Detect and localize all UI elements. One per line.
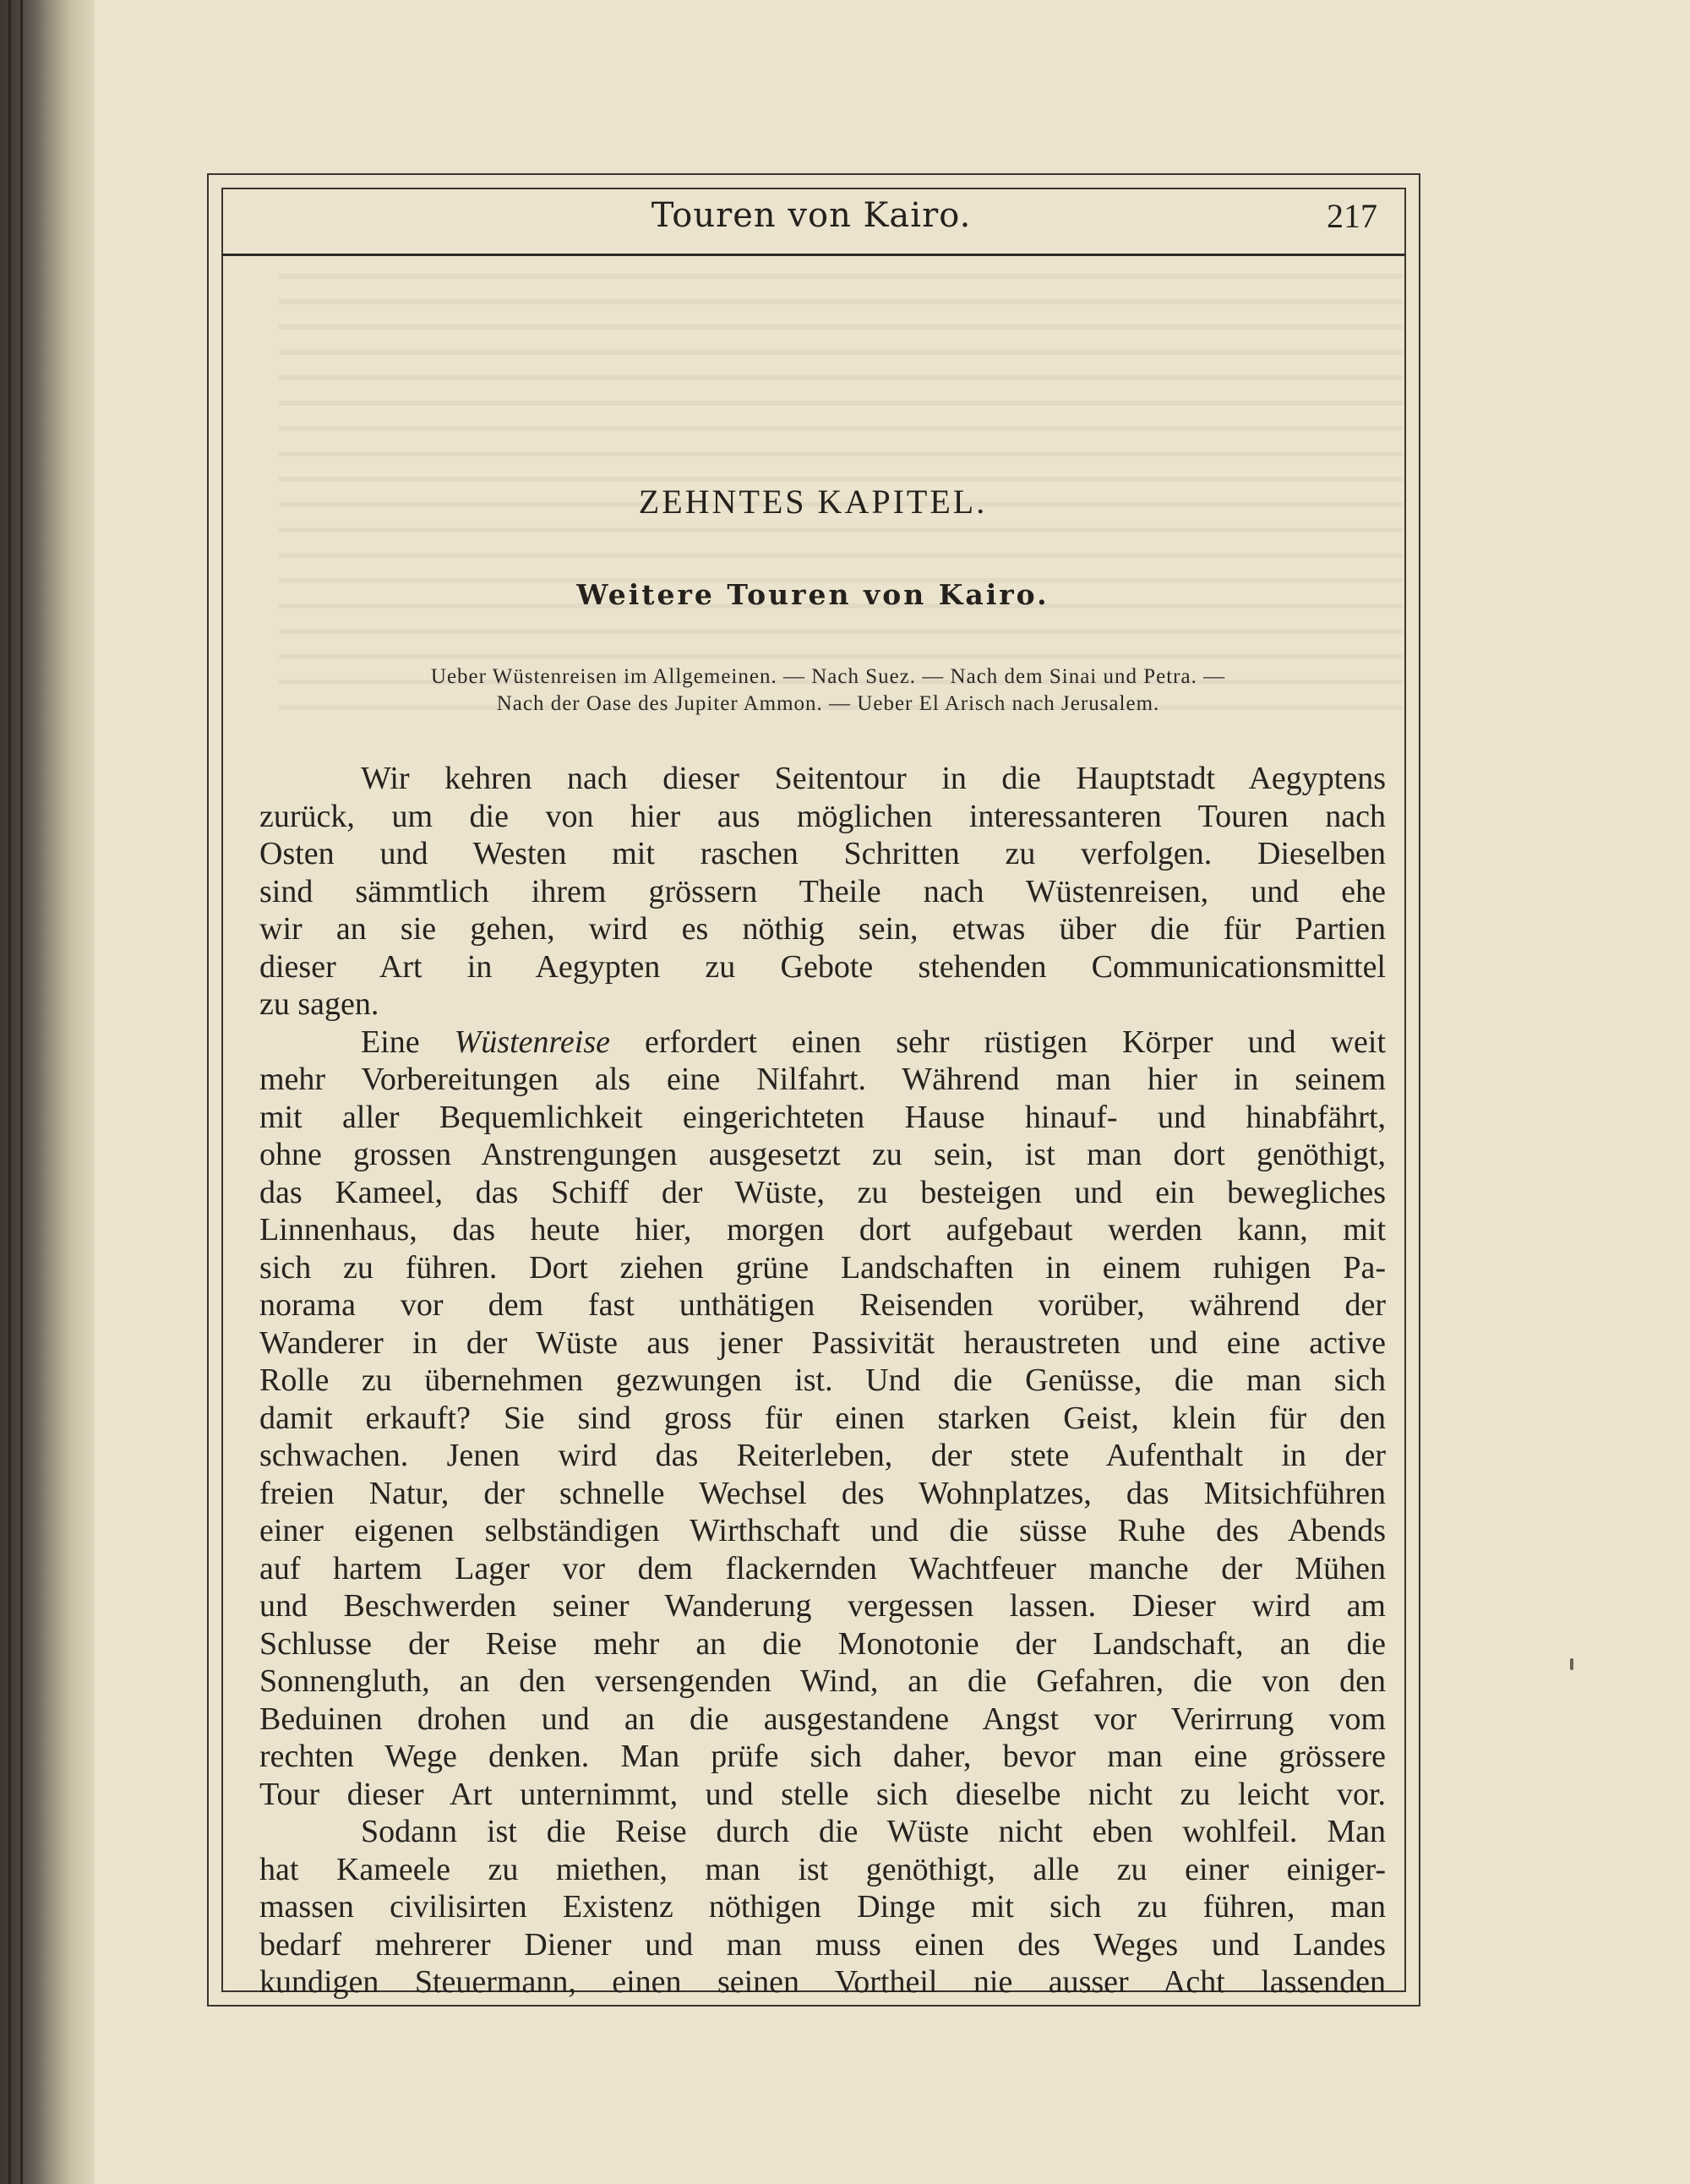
page-number: 217 — [1327, 197, 1377, 235]
text-line: Osten und Westen mit raschen Schritten zu verfolgen. Dieselben — [259, 836, 1386, 871]
text-line: rechten Wege denken. Man prüfe sich daher, bevor man eine grössere — [259, 1739, 1386, 1774]
chapter-summary-line: Nach der Oase des Jupiter Ammon. — Ueber El Arisch nach Jerusalem. — [496, 692, 1160, 715]
text-line: sich zu führen. Dort ziehen grüne Landschaften in einem ruhigen Pa- — [259, 1249, 1386, 1286]
text-line: Linnenhaus, das heute hier, morgen dort aufgebaut werden kann, mit — [259, 1212, 1386, 1248]
text-line: dieser Art in Aegypten zu Gebote stehenden Communicationsmittel — [259, 948, 1386, 985]
text-line: Schlusse der Reise mehr an die Monotonie der Landschaft, an die — [259, 1625, 1386, 1662]
text-line: Beduinen drohen und an die ausgestandene Angst vor Verirrung vom — [259, 1701, 1386, 1737]
chapter-label: ZEHNTES KAPITEL. — [638, 483, 988, 521]
running-title: Touren von Kairo. — [651, 196, 972, 235]
header-rule — [221, 254, 1404, 256]
text-line: damit erkauft? Sie sind gross für einen starken Geist, klein für den — [259, 1400, 1386, 1436]
text-line: kundigen Steuermann, einen seinen Vortheil nie ausser Acht lassenden — [259, 1964, 1386, 2000]
emphasis-text: Wüstenreise — [454, 1024, 610, 1060]
chapter-summary-line: Ueber Wüstenreisen im Allgemeinen. — Nach Suez. — Nach dem Sinai und Petra. — — [430, 665, 1226, 688]
text-line: norama vor dem fast unthätigen Reisenden vorüber, während der — [259, 1287, 1386, 1323]
chapter-summary — [262, 663, 1394, 718]
text-line: Sonnengluth, an den versengenden Wind, an die Gefahren, die von den — [259, 1663, 1386, 1699]
text-line: schwachen. Jenen wird das Reiterleben, der stete Aufenthalt in der — [259, 1438, 1386, 1473]
text-line: Wanderer in der Wüste aus jener Passivität heraustreten und eine active — [259, 1324, 1386, 1361]
text-line: freien Natur, der schnelle Wechsel des Wohnplatzes, das Mitsichführen — [259, 1475, 1386, 1511]
text-line: einer eigenen selbständigen Wirthschaft und die süsse Ruhe des Abends — [259, 1513, 1386, 1548]
text-line: zurück, um die von hier aus möglichen interessanteren Touren nach — [259, 798, 1386, 834]
text-line: hat Kameele zu miethen, man ist genöthigt, alle zu einer einiger- — [259, 1851, 1386, 1887]
text-line: ohne grossen Anstrengungen ausgesetzt zu sein, ist man dort genöthigt, — [259, 1137, 1386, 1172]
text-line: bedarf mehrerer Diener und man muss einen des Weges und Landes — [259, 1926, 1386, 1963]
book-binding — [0, 0, 95, 2184]
text-line: auf hartem Lager vor dem flackernden Wachtfeuer manche der Mühen — [259, 1550, 1386, 1586]
text-line: massen civilisirten Existenz nöthigen Dinge mit sich zu führen, man — [259, 1889, 1386, 1925]
body-text — [259, 760, 1386, 2001]
text-line: wir an sie gehen, wird es nöthig sein, etwas über die für Partien — [259, 911, 1386, 947]
text-line: das Kameel, das Schiff der Wüste, zu besteigen und ein bewegliches — [259, 1174, 1386, 1210]
text-line: und Beschwerden seiner Wanderung vergessen lassen. Dieser wird am — [259, 1588, 1386, 1624]
text-line: Eine Wüstenreise erfordert einen sehr rüstigen Körper und weit — [361, 1024, 1386, 1060]
text-line: Tour dieser Art unternimmt, und stelle sich dieselbe nicht zu leicht vor. — [259, 1776, 1386, 1812]
text-line: Wir kehren nach dieser Seitentour in die Hauptstadt Aegyptens — [361, 761, 1386, 796]
chapter-title: Weitere Touren von Kairo. — [576, 578, 1049, 611]
text-line: zu sagen. — [259, 986, 379, 1022]
text-line: Sodann ist die Reise durch die Wüste nicht eben wohlfeil. Man — [361, 1814, 1386, 1849]
paper-speck — [1570, 1658, 1573, 1670]
binding-edge-line — [8, 0, 11, 2184]
text-line: mehr Vorbereitungen als eine Nilfahrt. Während man hier in seinem — [259, 1062, 1386, 1097]
text-line: mit aller Bequemlichkeit eingerichteten Hause hinauf- und hinabfährt, — [259, 1099, 1386, 1135]
text-line: sind sämmtlich ihrem grössern Theile nach Wüstenreisen, und ehe — [259, 873, 1386, 909]
binding-edge-line — [20, 0, 23, 2184]
text-line: Rolle zu übernehmen gezwungen ist. Und die Genüsse, die man sich — [259, 1362, 1386, 1398]
